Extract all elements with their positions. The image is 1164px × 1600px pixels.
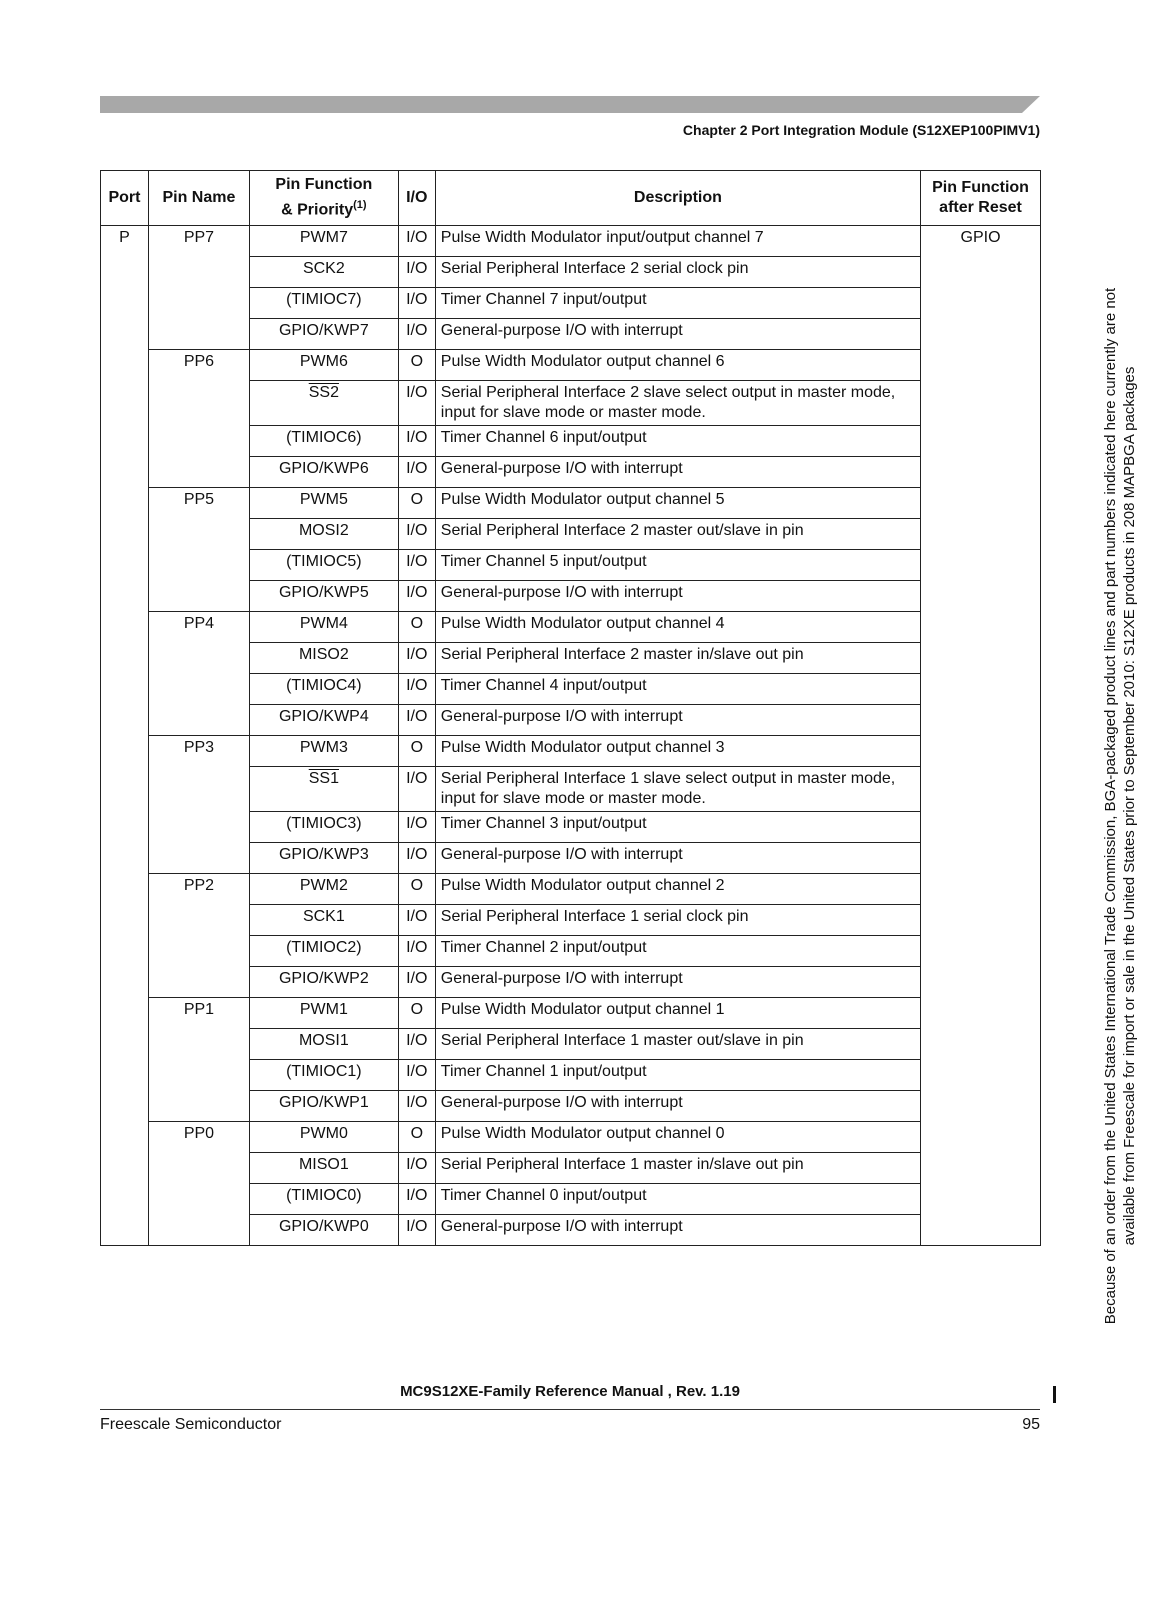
pin-function-cell: [249, 1153, 398, 1184]
pin-function-cell: [249, 1091, 398, 1122]
after-reset-cell: GPIO: [921, 226, 1041, 1246]
page-number: 95: [1022, 1416, 1040, 1433]
pin-function-cell: [249, 967, 398, 998]
pin-function-label: MISO2: [298, 646, 349, 663]
header-bar: [100, 96, 1040, 113]
pin-function-label: GPIO/KWP6: [278, 460, 369, 477]
io-cell: O: [398, 612, 435, 643]
side-note-line2: available from Freescale for import or sale in the United States prior to September 2010: S12XE products in 208 MAPBGA packages: [1121, 366, 1138, 1246]
description-cell: Serial Peripheral Interface 2 serial clock pin: [435, 257, 920, 288]
pin-function-label: SS2: [308, 384, 339, 401]
pin-name-cell: PP2: [148, 874, 249, 998]
description-cell: Timer Channel 0 input/output: [435, 1184, 920, 1215]
pin-function-label: (TIMIOC4): [286, 677, 362, 694]
header-description: Description: [435, 171, 920, 226]
header-port: Port: [101, 171, 149, 226]
header-pin-function: [249, 171, 398, 226]
pin-name-cell: PP3: [148, 736, 249, 874]
header-after-reset: [921, 171, 1041, 226]
description-cell: Timer Channel 1 input/output: [435, 1060, 920, 1091]
pin-function-label: MISO1: [298, 1156, 349, 1173]
io-cell: I/O: [398, 1215, 435, 1246]
pin-function-cell: [249, 736, 398, 767]
pin-function-cell: [249, 905, 398, 936]
io-cell: I/O: [398, 426, 435, 457]
description-cell: Serial Peripheral Interface 1 serial clock pin: [435, 905, 920, 936]
pin-function-cell: [249, 1060, 398, 1091]
pin-function-label: PWM7: [299, 229, 348, 246]
io-cell: I/O: [398, 843, 435, 874]
table-row: [101, 736, 1041, 767]
io-cell: I/O: [398, 257, 435, 288]
description-cell: Timer Channel 6 input/output: [435, 426, 920, 457]
description-cell: Timer Channel 5 input/output: [435, 550, 920, 581]
io-cell: I/O: [398, 936, 435, 967]
description-cell: Serial Peripheral Interface 1 master in/slave out pin: [435, 1153, 920, 1184]
pin-function-cell: [249, 674, 398, 705]
pin-function-cell: [249, 550, 398, 581]
pin-function-cell: [249, 767, 398, 812]
pin-function-label: (TIMIOC6): [286, 429, 362, 446]
header-after-reset-line1: Pin Function: [932, 179, 1029, 196]
table-row: [101, 1122, 1041, 1153]
pin-name-cell: PP4: [148, 612, 249, 736]
pin-function-cell: [249, 936, 398, 967]
io-cell: I/O: [398, 1060, 435, 1091]
footer-company: Freescale Semiconductor: [100, 1416, 282, 1433]
io-cell: I/O: [398, 1091, 435, 1122]
pin-function-label: GPIO/KWP1: [278, 1094, 369, 1111]
pin-function-cell: [249, 519, 398, 550]
io-cell: I/O: [398, 319, 435, 350]
description-cell: Timer Channel 4 input/output: [435, 674, 920, 705]
pin-function-cell: [249, 874, 398, 905]
io-cell: O: [398, 1122, 435, 1153]
description-cell: General-purpose I/O with interrupt: [435, 967, 920, 998]
description-cell: Pulse Width Modulator output channel 3: [435, 736, 920, 767]
description-cell: Pulse Width Modulator output channel 0: [435, 1122, 920, 1153]
io-cell: I/O: [398, 767, 435, 812]
pin-function-cell: [249, 643, 398, 674]
io-cell: I/O: [398, 550, 435, 581]
footer-rule: [100, 1409, 1040, 1410]
description-cell: Pulse Width Modulator output channel 6: [435, 350, 920, 381]
pin-function-label: (TIMIOC2): [286, 939, 362, 956]
io-cell: O: [398, 874, 435, 905]
pin-function-cell: [249, 488, 398, 519]
pin-function-cell: [249, 1029, 398, 1060]
header-pin-function-line2: & Priority: [281, 201, 354, 219]
description-cell: General-purpose I/O with interrupt: [435, 319, 920, 350]
pin-function-cell: [249, 381, 398, 426]
table-row: [101, 612, 1041, 643]
pin-function-label: GPIO/KWP4: [278, 708, 369, 725]
io-cell: I/O: [398, 1184, 435, 1215]
change-bar: [1053, 1386, 1056, 1403]
io-cell: I/O: [398, 905, 435, 936]
pin-function-label: MOSI1: [298, 1032, 349, 1049]
description-cell: Serial Peripheral Interface 1 slave select output in master mode, input for slave mode or master mode.: [435, 767, 920, 812]
pin-function-label: SS1: [308, 770, 339, 787]
pin-name-cell: PP0: [148, 1122, 249, 1246]
header-io: I/O: [398, 171, 435, 226]
pin-function-label: PWM5: [299, 491, 348, 508]
description-cell: Timer Channel 3 input/output: [435, 812, 920, 843]
pin-name-cell: PP7: [148, 226, 249, 350]
description-cell: General-purpose I/O with interrupt: [435, 843, 920, 874]
description-cell: General-purpose I/O with interrupt: [435, 457, 920, 488]
description-cell: Serial Peripheral Interface 1 master out/slave in pin: [435, 1029, 920, 1060]
header-after-reset-line2: after Reset: [939, 199, 1022, 216]
pin-function-cell: [249, 257, 398, 288]
side-note-line1: Because of an order from the United States International Trade Commission, BGA-packaged product lines and part numbers indicated here currently are not: [1102, 287, 1119, 1325]
pin-function-label: PWM6: [299, 353, 348, 370]
table-row: [101, 488, 1041, 519]
description-cell: Pulse Width Modulator output channel 5: [435, 488, 920, 519]
pin-function-cell: [249, 457, 398, 488]
pin-function-label: (TIMIOC0): [286, 1187, 362, 1204]
pin-function-cell: [249, 319, 398, 350]
pin-function-cell: [249, 612, 398, 643]
io-cell: O: [398, 488, 435, 519]
io-cell: I/O: [398, 288, 435, 319]
io-cell: O: [398, 350, 435, 381]
description-cell: Pulse Width Modulator input/output channel 7: [435, 226, 920, 257]
side-note: [1101, 206, 1139, 1406]
pin-function-label: PWM1: [299, 1001, 348, 1018]
io-cell: I/O: [398, 381, 435, 426]
pin-function-cell: [249, 998, 398, 1029]
io-cell: O: [398, 736, 435, 767]
io-cell: I/O: [398, 705, 435, 736]
pin-function-cell: [249, 1184, 398, 1215]
pin-function-label: MOSI2: [298, 522, 349, 539]
io-cell: I/O: [398, 519, 435, 550]
description-cell: General-purpose I/O with interrupt: [435, 581, 920, 612]
table-row: [101, 998, 1041, 1029]
pin-function-cell: [249, 1215, 398, 1246]
pin-function-label: (TIMIOC7): [286, 291, 362, 308]
port-cell: P: [101, 226, 149, 1246]
pin-function-cell: [249, 426, 398, 457]
pin-function-label: SCK1: [302, 908, 345, 925]
description-cell: Serial Peripheral Interface 2 master out/slave in pin: [435, 519, 920, 550]
io-cell: O: [398, 998, 435, 1029]
pin-name-cell: PP6: [148, 350, 249, 488]
pin-function-label: PWM4: [299, 615, 348, 632]
header-pin-function-line1: Pin Function: [275, 176, 373, 194]
pin-function-label: (TIMIOC1): [286, 1063, 362, 1080]
pin-name-cell: PP5: [148, 488, 249, 612]
pin-function-cell: [249, 350, 398, 381]
io-cell: I/O: [398, 1029, 435, 1060]
table-row: [101, 350, 1041, 381]
io-cell: I/O: [398, 812, 435, 843]
pin-function-label: PWM2: [299, 877, 348, 894]
pin-function-cell: [249, 226, 398, 257]
pin-function-label: GPIO/KWP3: [278, 846, 369, 863]
io-cell: I/O: [398, 967, 435, 998]
table-header-row: [101, 171, 1041, 226]
io-cell: I/O: [398, 1153, 435, 1184]
chapter-title: Chapter 2 Port Integration Module (S12XEP100PIMV1): [682, 122, 1040, 138]
description-cell: General-purpose I/O with interrupt: [435, 705, 920, 736]
description-cell: Timer Channel 2 input/output: [435, 936, 920, 967]
description-cell: Serial Peripheral Interface 2 slave select output in master mode, input for slave mode or master mode.: [435, 381, 920, 426]
table-row: [101, 226, 1041, 257]
description-cell: General-purpose I/O with interrupt: [435, 1091, 920, 1122]
io-cell: I/O: [398, 226, 435, 257]
io-cell: I/O: [398, 457, 435, 488]
description-cell: Timer Channel 7 input/output: [435, 288, 920, 319]
footnote-ref: (1): [353, 199, 367, 212]
pin-function-label: GPIO/KWP0: [278, 1218, 369, 1235]
header-pin-name: Pin Name: [148, 171, 249, 226]
description-cell: General-purpose I/O with interrupt: [435, 1215, 920, 1246]
pin-function-label: (TIMIOC5): [286, 553, 362, 570]
header-bar-shape: [100, 96, 1040, 113]
pin-name-cell: PP1: [148, 998, 249, 1122]
description-cell: Pulse Width Modulator output channel 2: [435, 874, 920, 905]
table-row: [101, 874, 1041, 905]
pin-function-cell: [249, 1122, 398, 1153]
pin-function-label: GPIO/KWP5: [278, 584, 369, 601]
pin-function-cell: [249, 705, 398, 736]
description-cell: Pulse Width Modulator output channel 1: [435, 998, 920, 1029]
pin-function-cell: [249, 581, 398, 612]
pin-function-cell: [249, 288, 398, 319]
pin-function-cell: [249, 812, 398, 843]
pin-function-label: (TIMIOC3): [286, 815, 362, 832]
io-cell: I/O: [398, 674, 435, 705]
pin-function-cell: [249, 843, 398, 874]
io-cell: I/O: [398, 581, 435, 612]
pin-function-label: SCK2: [302, 260, 345, 277]
pin-table-body: [101, 226, 1041, 1246]
pin-table: [100, 170, 1041, 1246]
description-cell: Serial Peripheral Interface 2 master in/slave out pin: [435, 643, 920, 674]
pin-function-label: PWM0: [299, 1125, 348, 1142]
io-cell: I/O: [398, 643, 435, 674]
pin-function-label: GPIO/KWP2: [278, 970, 369, 987]
pin-function-label: PWM3: [299, 739, 348, 756]
pin-function-label: GPIO/KWP7: [278, 322, 369, 339]
manual-title: MC9S12XE-Family Reference Manual , Rev. 1.19: [400, 1383, 740, 1400]
description-cell: Pulse Width Modulator output channel 4: [435, 612, 920, 643]
